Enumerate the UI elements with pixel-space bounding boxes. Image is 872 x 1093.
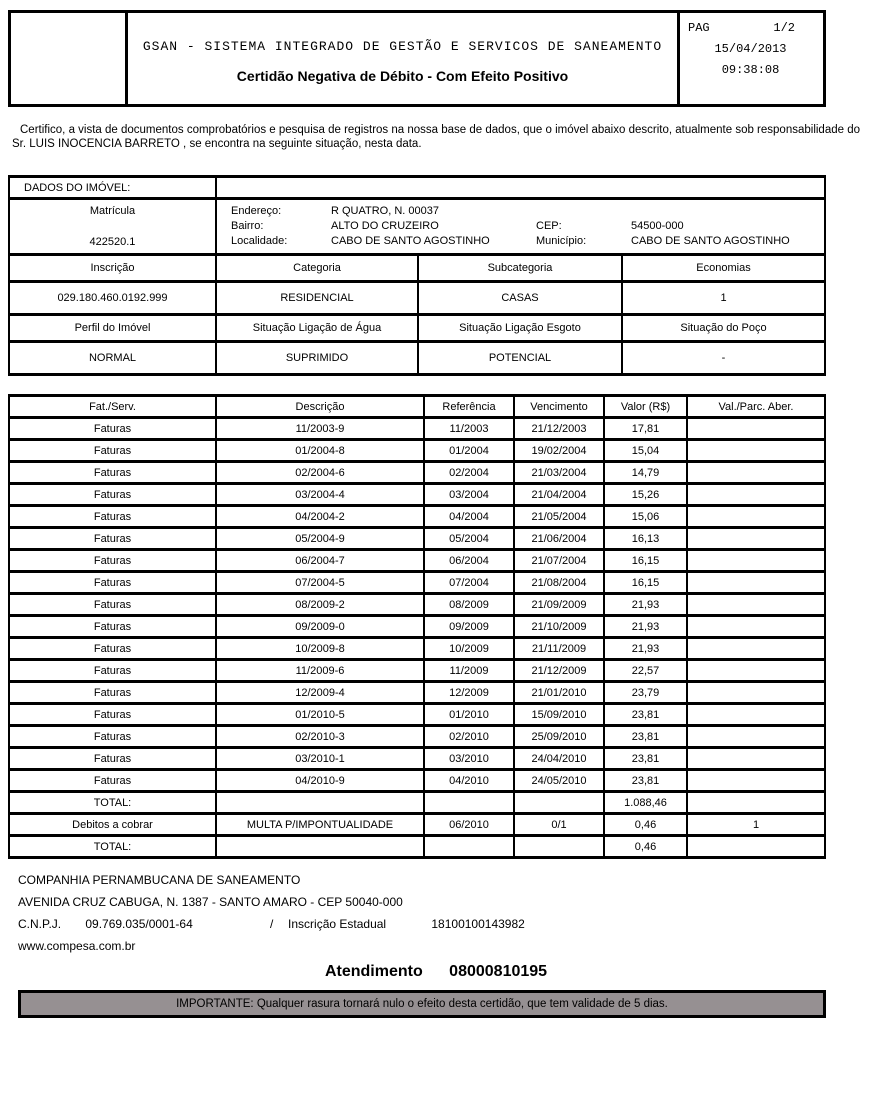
table-cell: 0/1 bbox=[514, 814, 604, 836]
col-fat-serv: Fat./Serv. bbox=[9, 396, 216, 418]
property-value-row-2 bbox=[9, 342, 825, 375]
table-row bbox=[9, 594, 825, 616]
property-data-table bbox=[8, 175, 826, 376]
table-cell bbox=[687, 418, 825, 440]
inscricao-estadual-label: Inscrição Estadual bbox=[288, 917, 387, 931]
table-cell: 15,26 bbox=[604, 484, 687, 506]
table-cell: 21/04/2004 bbox=[514, 484, 604, 506]
debts-table bbox=[8, 394, 826, 859]
poco-value: - bbox=[622, 342, 825, 375]
table-cell bbox=[687, 462, 825, 484]
table-cell: Faturas bbox=[9, 440, 216, 462]
table-cell: 24/04/2010 bbox=[514, 748, 604, 770]
table-cell: 23,79 bbox=[604, 682, 687, 704]
table-cell: 06/2004-7 bbox=[216, 550, 424, 572]
poco-header: Situação do Poço bbox=[622, 315, 825, 342]
table-cell bbox=[687, 440, 825, 462]
inscricao-estadual-value: 18100100143982 bbox=[431, 917, 525, 931]
table-cell: 06/2004 bbox=[424, 550, 514, 572]
endereco-value: R QUATRO, N. 00037 bbox=[331, 205, 439, 217]
property-header-row-2 bbox=[9, 315, 825, 342]
table-cell: 01/2004 bbox=[424, 440, 514, 462]
ligacao-agua-value: SUPRIMIDO bbox=[216, 342, 418, 375]
table-cell: 09/2009-0 bbox=[216, 616, 424, 638]
header-title-box bbox=[128, 13, 677, 104]
table-cell bbox=[216, 836, 424, 858]
table-cell: 10/2009 bbox=[424, 638, 514, 660]
table-cell: MULTA P/IMPONTUALIDADE bbox=[216, 814, 424, 836]
table-row bbox=[9, 814, 825, 836]
company-registration bbox=[18, 917, 872, 931]
table-cell bbox=[424, 792, 514, 814]
table-cell: 21/03/2004 bbox=[514, 462, 604, 484]
table-cell: Faturas bbox=[9, 484, 216, 506]
table-cell bbox=[687, 572, 825, 594]
table-row bbox=[9, 528, 825, 550]
table-cell: 02/2010 bbox=[424, 726, 514, 748]
table-cell bbox=[687, 506, 825, 528]
municipio-label: Município: bbox=[536, 235, 587, 247]
table-row bbox=[9, 572, 825, 594]
economias-value: 1 bbox=[622, 282, 825, 315]
table-cell: 03/2010 bbox=[424, 748, 514, 770]
table-cell: 21,93 bbox=[604, 616, 687, 638]
table-cell: 08/2009 bbox=[424, 594, 514, 616]
table-cell: 07/2004 bbox=[424, 572, 514, 594]
matricula-cell bbox=[9, 199, 216, 255]
table-cell: 0,46 bbox=[604, 836, 687, 858]
company-website: www.compesa.com.br bbox=[18, 939, 136, 953]
table-cell: 1 bbox=[687, 814, 825, 836]
ligacao-esgoto-value: POTENCIAL bbox=[418, 342, 622, 375]
table-cell bbox=[687, 484, 825, 506]
perfil-value: NORMAL bbox=[9, 342, 216, 375]
table-cell: TOTAL: bbox=[9, 836, 216, 858]
table-cell: 21/11/2009 bbox=[514, 638, 604, 660]
table-cell: Faturas bbox=[9, 770, 216, 792]
address-cell bbox=[216, 199, 825, 255]
table-cell: Faturas bbox=[9, 462, 216, 484]
table-cell: 22,57 bbox=[604, 660, 687, 682]
subcategoria-header: Subcategoria bbox=[418, 255, 622, 282]
table-cell bbox=[687, 638, 825, 660]
economias-header: Economias bbox=[622, 255, 825, 282]
matricula-row bbox=[9, 199, 825, 255]
subcategoria-value: CASAS bbox=[418, 282, 622, 315]
table-cell: 21/12/2003 bbox=[514, 418, 604, 440]
table-cell: 14,79 bbox=[604, 462, 687, 484]
table-cell: 03/2004-4 bbox=[216, 484, 424, 506]
table-cell: 21/01/2010 bbox=[514, 682, 604, 704]
table-cell: Debitos a cobrar bbox=[9, 814, 216, 836]
company-block bbox=[18, 873, 872, 953]
table-cell: 06/2010 bbox=[424, 814, 514, 836]
table-cell: Faturas bbox=[9, 682, 216, 704]
table-cell: 24/05/2010 bbox=[514, 770, 604, 792]
table-cell: Faturas bbox=[9, 616, 216, 638]
table-row bbox=[9, 682, 825, 704]
table-cell bbox=[687, 616, 825, 638]
system-name: GSAN - SISTEMA INTEGRADO DE GESTÃO E SERVICOS DE SANEAMENTO bbox=[142, 39, 663, 54]
attendance-label: Atendimento bbox=[324, 963, 423, 980]
col-valor: Valor (R$) bbox=[604, 396, 687, 418]
table-cell: 15,04 bbox=[604, 440, 687, 462]
table-cell: 21/07/2004 bbox=[514, 550, 604, 572]
table-cell: 21,93 bbox=[604, 594, 687, 616]
table-cell: Faturas bbox=[9, 660, 216, 682]
property-header-row-1 bbox=[9, 255, 825, 282]
important-notice-text: IMPORTANTE: Qualquer rasura tornará nulo o efeito desta certidão, que tem validade de 5 dias. bbox=[176, 998, 668, 1010]
report-time: 09:38:08 bbox=[721, 63, 780, 77]
table-cell: 01/2010 bbox=[424, 704, 514, 726]
municipio-value: CABO DE SANTO AGOSTINHO bbox=[631, 235, 790, 247]
table-cell: 16,15 bbox=[604, 572, 687, 594]
bairro-label: Bairro: bbox=[231, 220, 264, 232]
table-cell: 04/2010-9 bbox=[216, 770, 424, 792]
table-cell: 02/2010-3 bbox=[216, 726, 424, 748]
localidade-value: CABO DE SANTO AGOSTINHO bbox=[331, 235, 490, 247]
table-cell: 0,46 bbox=[604, 814, 687, 836]
table-cell bbox=[687, 594, 825, 616]
table-cell: 1.088,46 bbox=[604, 792, 687, 814]
certification-text: Certifico, a vista de documentos comprobatórios e pesquisa de registros na nossa base de dados, que o imóvel abaixo descrito, atualmente sob responsabilidade do Sr. LUIS INOCENCIA BARRETO , se encontra na seguinte situação, nesta data. bbox=[12, 124, 860, 150]
page-number: 1/2 bbox=[773, 21, 795, 35]
table-cell: 19/02/2004 bbox=[514, 440, 604, 462]
table-cell: 12/2009 bbox=[424, 682, 514, 704]
table-cell: 16,13 bbox=[604, 528, 687, 550]
table-row bbox=[9, 770, 825, 792]
table-row bbox=[9, 638, 825, 660]
localidade-label: Localidade: bbox=[231, 235, 288, 247]
table-cell: 15/09/2010 bbox=[514, 704, 604, 726]
debts-header-row bbox=[9, 396, 825, 418]
logo-box bbox=[11, 13, 128, 104]
table-cell: 16,15 bbox=[604, 550, 687, 572]
table-cell: 04/2004-2 bbox=[216, 506, 424, 528]
table-cell: Faturas bbox=[9, 594, 216, 616]
table-cell: Faturas bbox=[9, 704, 216, 726]
table-cell: 05/2004 bbox=[424, 528, 514, 550]
table-cell: 17,81 bbox=[604, 418, 687, 440]
table-cell: 09/2009 bbox=[424, 616, 514, 638]
table-cell bbox=[687, 682, 825, 704]
table-cell: 03/2010-1 bbox=[216, 748, 424, 770]
attendance-line bbox=[0, 963, 872, 981]
registration-separator: / bbox=[270, 917, 274, 931]
table-cell: 11/2009 bbox=[424, 660, 514, 682]
table-cell: Faturas bbox=[9, 726, 216, 748]
table-cell: Faturas bbox=[9, 418, 216, 440]
categoria-value: RESIDENCIAL bbox=[216, 282, 418, 315]
table-cell: 10/2009-8 bbox=[216, 638, 424, 660]
cep-value: 54500-000 bbox=[631, 220, 684, 232]
table-cell: 12/2009-4 bbox=[216, 682, 424, 704]
section-title: DADOS DO IMÓVEL: bbox=[9, 177, 216, 199]
table-cell bbox=[424, 836, 514, 858]
table-cell bbox=[216, 792, 424, 814]
table-cell: 07/2004-5 bbox=[216, 572, 424, 594]
table-cell: 21/09/2009 bbox=[514, 594, 604, 616]
table-cell: 21/06/2004 bbox=[514, 528, 604, 550]
table-cell: 03/2004 bbox=[424, 484, 514, 506]
col-descricao: Descrição bbox=[216, 396, 424, 418]
table-cell: 01/2010-5 bbox=[216, 704, 424, 726]
table-row bbox=[9, 748, 825, 770]
attendance-phone: 08000810195 bbox=[449, 963, 548, 980]
table-row bbox=[9, 792, 825, 814]
table-cell bbox=[514, 792, 604, 814]
table-row bbox=[9, 726, 825, 748]
table-row bbox=[9, 506, 825, 528]
table-cell: 23,81 bbox=[604, 748, 687, 770]
table-cell: 21/05/2004 bbox=[514, 506, 604, 528]
table-row bbox=[9, 550, 825, 572]
table-cell: 04/2010 bbox=[424, 770, 514, 792]
report-header bbox=[8, 10, 826, 107]
page-info-box bbox=[677, 13, 823, 104]
table-row bbox=[9, 418, 825, 440]
table-cell: 15,06 bbox=[604, 506, 687, 528]
table-row bbox=[9, 616, 825, 638]
table-cell: 01/2004-8 bbox=[216, 440, 424, 462]
endereco-label: Endereço: bbox=[231, 205, 282, 217]
table-cell: Faturas bbox=[9, 572, 216, 594]
table-cell bbox=[687, 748, 825, 770]
table-cell: 11/2003-9 bbox=[216, 418, 424, 440]
table-cell: 05/2004-9 bbox=[216, 528, 424, 550]
ligacao-agua-header: Situação Ligação de Água bbox=[216, 315, 418, 342]
company-address: AVENIDA CRUZ CABUGA, N. 1387 - SANTO AMARO - CEP 50040-000 bbox=[18, 895, 403, 909]
table-row bbox=[9, 704, 825, 726]
property-value-row-1 bbox=[9, 282, 825, 315]
cep-label: CEP: bbox=[536, 220, 562, 232]
table-cell: Faturas bbox=[9, 748, 216, 770]
bairro-value: ALTO DO CRUZEIRO bbox=[331, 220, 439, 232]
page-label: PAG bbox=[688, 21, 710, 35]
col-vencimento: Vencimento bbox=[514, 396, 604, 418]
table-cell: Faturas bbox=[9, 638, 216, 660]
table-cell: Faturas bbox=[9, 528, 216, 550]
table-cell bbox=[687, 660, 825, 682]
table-row bbox=[9, 660, 825, 682]
ligacao-esgoto-header: Situação Ligação Esgoto bbox=[418, 315, 622, 342]
matricula-value: 422520.1 bbox=[89, 236, 136, 248]
table-cell: 02/2004 bbox=[424, 462, 514, 484]
table-cell bbox=[687, 792, 825, 814]
table-row bbox=[9, 440, 825, 462]
table-cell: 04/2004 bbox=[424, 506, 514, 528]
table-cell: 23,81 bbox=[604, 726, 687, 748]
table-cell: Faturas bbox=[9, 550, 216, 572]
table-cell: 21/12/2009 bbox=[514, 660, 604, 682]
report-date: 15/04/2013 bbox=[714, 42, 787, 56]
table-cell: 21,93 bbox=[604, 638, 687, 660]
table-cell: 08/2009-2 bbox=[216, 594, 424, 616]
table-cell bbox=[687, 704, 825, 726]
company-name: COMPANHIA PERNAMBUCANA DE SANEAMENTO bbox=[18, 873, 301, 887]
table-cell: Faturas bbox=[9, 506, 216, 528]
cnpj-value: 09.769.035/0001-64 bbox=[85, 917, 193, 931]
section-title-row bbox=[9, 177, 825, 199]
matricula-label: Matrícula bbox=[89, 205, 136, 217]
categoria-header: Categoria bbox=[216, 255, 418, 282]
col-referencia: Referência bbox=[424, 396, 514, 418]
inscricao-header: Inscrição bbox=[9, 255, 216, 282]
cnpj-label: C.N.P.J. bbox=[18, 917, 62, 931]
table-row bbox=[9, 462, 825, 484]
table-cell bbox=[514, 836, 604, 858]
table-cell: 11/2003 bbox=[424, 418, 514, 440]
table-cell: 11/2009-6 bbox=[216, 660, 424, 682]
table-cell bbox=[687, 836, 825, 858]
table-cell: 23,81 bbox=[604, 770, 687, 792]
table-cell: TOTAL: bbox=[9, 792, 216, 814]
perfil-header: Perfil do Imóvel bbox=[9, 315, 216, 342]
table-cell: 23,81 bbox=[604, 704, 687, 726]
table-cell bbox=[687, 726, 825, 748]
page-title: Certidão Negativa de Débito - Com Efeito Positivo bbox=[236, 68, 569, 84]
table-cell bbox=[687, 770, 825, 792]
table-cell: 21/08/2004 bbox=[514, 572, 604, 594]
section-title-spacer bbox=[216, 177, 825, 199]
important-notice-bar bbox=[18, 990, 826, 1018]
table-cell bbox=[687, 550, 825, 572]
inscricao-value: 029.180.460.0192.999 bbox=[9, 282, 216, 315]
table-cell: 02/2004-6 bbox=[216, 462, 424, 484]
table-cell bbox=[687, 528, 825, 550]
table-cell: 21/10/2009 bbox=[514, 616, 604, 638]
col-val-parc-aber: Val./Parc. Aber. bbox=[687, 396, 825, 418]
table-cell: 25/09/2010 bbox=[514, 726, 604, 748]
table-row bbox=[9, 484, 825, 506]
table-row bbox=[9, 836, 825, 858]
